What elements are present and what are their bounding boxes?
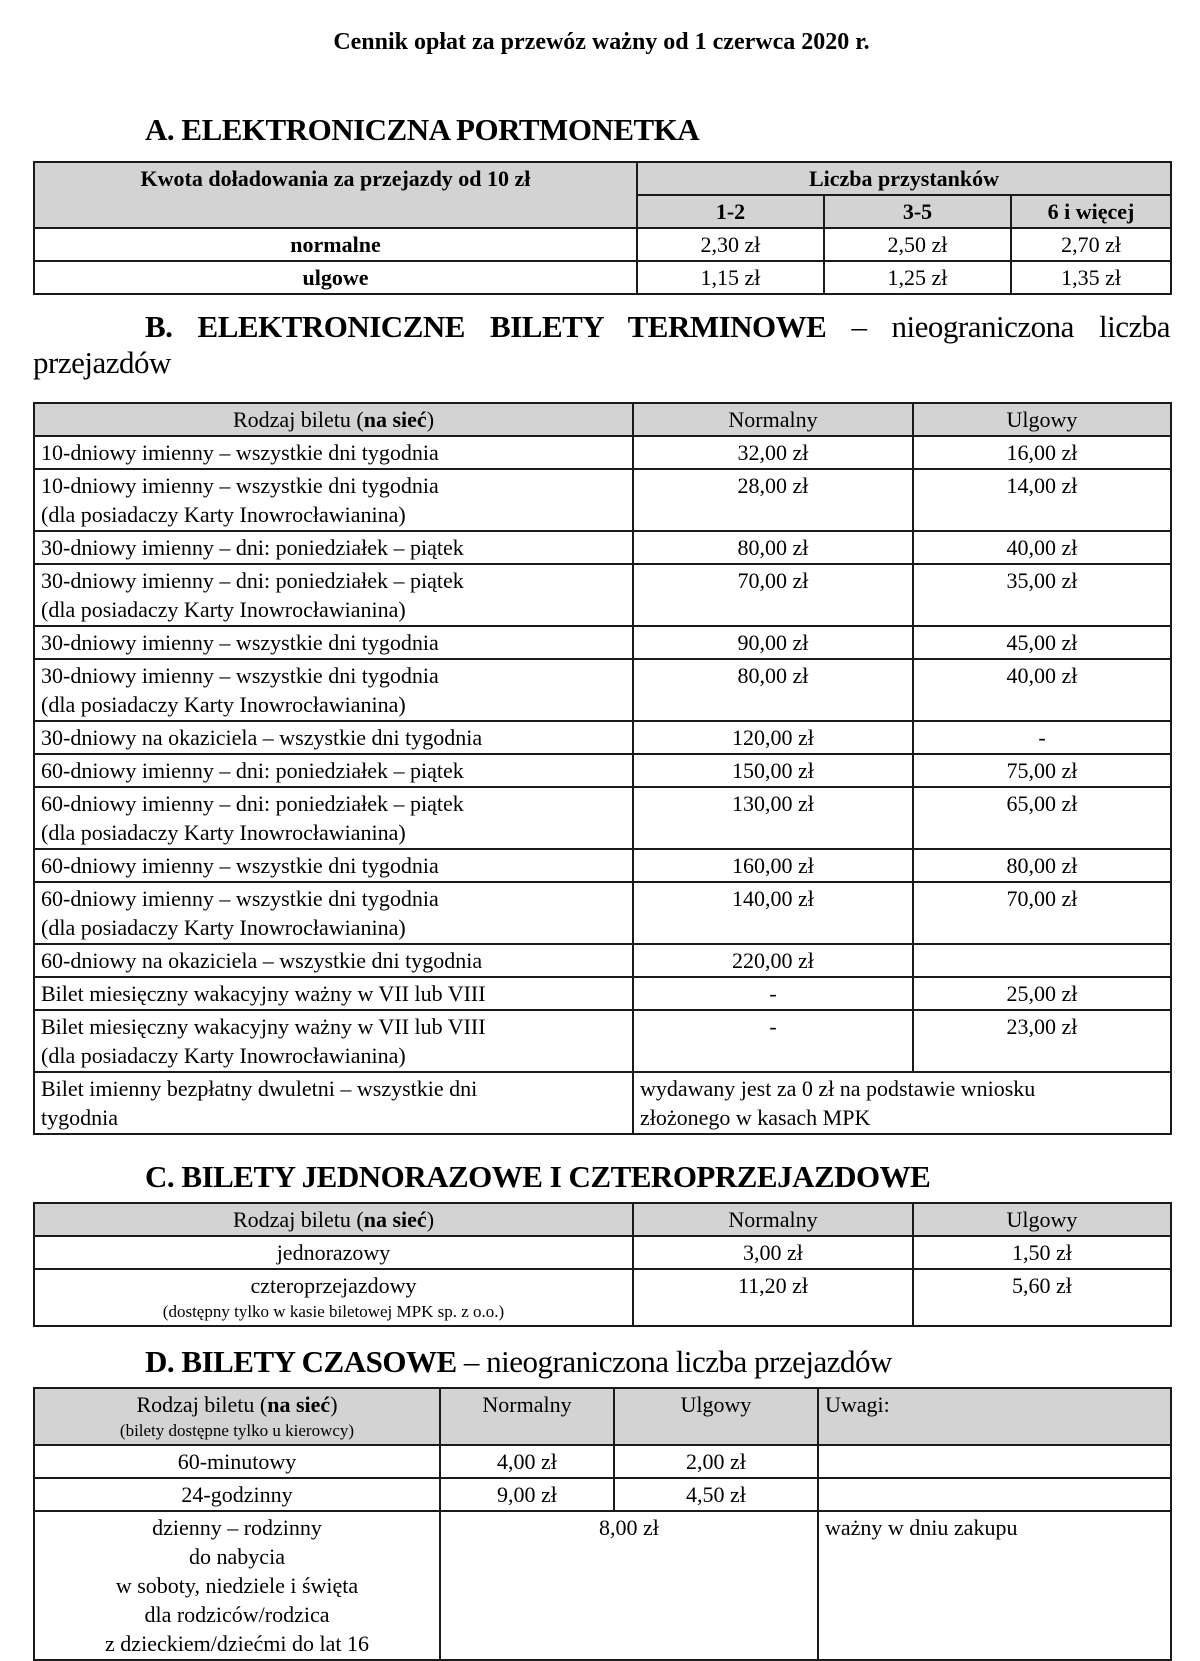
- col-header-ticket-type-sub: (bilety dostępne tylko u kierowcy): [119, 1421, 355, 1440]
- table-row: [34, 944, 1171, 977]
- price-normal-cell: 150,00 zł: [633, 754, 913, 787]
- table-row: [34, 659, 1171, 721]
- col-header-ticket-type: Rodzaj biletu (na sieć) (bilety dostępne tylko u kierowcy): [34, 1388, 440, 1445]
- price-cell: 2,70 zł: [1011, 228, 1171, 261]
- price-reduced-cell: 5,60 zł: [913, 1269, 1171, 1326]
- ticket-type-cell: 60-minutowy: [34, 1445, 440, 1478]
- price-normal-cell: 90,00 zł: [633, 626, 913, 659]
- col-header-topup: Kwota doładowania za przejazdy od 10 zł: [34, 162, 637, 228]
- table-row: [34, 1010, 1171, 1072]
- notes-cell: [818, 1478, 1171, 1511]
- price-cell: 1,25 zł: [824, 261, 1011, 294]
- col-header-normal: Normalny: [440, 1388, 614, 1445]
- price-reduced-cell: 75,00 zł: [913, 754, 1171, 787]
- price-reduced-cell: 1,50 zł: [913, 1236, 1171, 1269]
- section-c-heading: C. BILETY JEDNORAZOWE I CZTEROPRZEJAZDOWE: [145, 1159, 931, 1194]
- price-normal-cell: 3,00 zł: [633, 1236, 913, 1269]
- price-normal-cell: 11,20 zł: [633, 1269, 913, 1326]
- table-row: [34, 626, 1171, 659]
- ticket-type-cell: 60-dniowy imienny – dni: poniedziałek – piątek (dla posiadaczy Karty Inowrocławianina): [34, 787, 633, 849]
- price-merged-cell: 8,00 zł: [440, 1511, 818, 1660]
- page-title: Cennik opłat za przewóz ważny od 1 czerwca 2020 r.: [333, 29, 870, 55]
- col-header-notes: Uwagi:: [818, 1388, 1171, 1445]
- price-reduced-cell: 16,00 zł: [913, 436, 1171, 469]
- price-normal-cell: 120,00 zł: [633, 721, 913, 754]
- table-row: [34, 1511, 1171, 1660]
- table-header-row: [34, 1203, 1171, 1236]
- table-row: [34, 228, 1171, 261]
- ticket-type-cell: 30-dniowy na okaziciela – wszystkie dni tygodnia: [34, 721, 633, 754]
- ticket-type-cell: 10-dniowy imienny – wszystkie dni tygodnia (dla posiadaczy Karty Inowrocławianina): [34, 469, 633, 531]
- ticket-type-cell: 60-dniowy imienny – dni: poniedziałek – piątek: [34, 754, 633, 787]
- price-cell: 2,30 zł: [637, 228, 824, 261]
- table-row: [34, 261, 1171, 294]
- section-a-heading: A. ELEKTRONICZNA PORTMONETKA: [145, 112, 700, 147]
- price-normal-cell: -: [633, 1010, 913, 1072]
- notes-cell: ważny w dniu zakupu: [818, 1511, 1171, 1660]
- price-reduced-cell: 70,00 zł: [913, 882, 1171, 944]
- table-row: [34, 849, 1171, 882]
- section-d-heading-bold: D. BILETY CZASOWE: [145, 1344, 457, 1379]
- free-ticket-note-cell: wydawany jest za 0 zł na podstawie wniosku złożonego w kasach MPK: [633, 1072, 1171, 1134]
- ticket-type-cell: 60-dniowy imienny – wszystkie dni tygodnia: [34, 849, 633, 882]
- ticket-type-cell: 60-dniowy imienny – wszystkie dni tygodnia (dla posiadaczy Karty Inowrocławianina): [34, 882, 633, 944]
- price-normal-cell: 28,00 zł: [633, 469, 913, 531]
- table-row: [34, 436, 1171, 469]
- table-row: [34, 882, 1171, 944]
- table-row: [34, 787, 1171, 849]
- price-reduced-cell: [913, 944, 1171, 977]
- ticket-type-cell: 30-dniowy imienny – dni: poniedziałek – piątek (dla posiadaczy Karty Inowrocławianina): [34, 564, 633, 626]
- price-normal-cell: 160,00 zł: [633, 849, 913, 882]
- single-tickets-table: [33, 1202, 1172, 1327]
- price-normal-cell: 220,00 zł: [633, 944, 913, 977]
- table-header-row: [34, 1388, 1171, 1445]
- price-reduced-cell: 65,00 zł: [913, 787, 1171, 849]
- ticket-type-note: (dostępny tylko w kasie biletowej MPK sp. z o.o.): [162, 1302, 505, 1321]
- table-row: [34, 754, 1171, 787]
- price-reduced-cell: 25,00 zł: [913, 977, 1171, 1010]
- price-cell: 1,35 zł: [1011, 261, 1171, 294]
- ticket-type-cell: jednorazowy: [34, 1236, 633, 1269]
- col-header-normal: Normalny: [633, 1203, 913, 1236]
- price-reduced-cell: 23,00 zł: [913, 1010, 1171, 1072]
- price-normal-cell: 80,00 zł: [633, 659, 913, 721]
- fare-type-cell: ulgowe: [34, 261, 637, 294]
- col-header-normal: Normalny: [633, 403, 913, 436]
- price-normal-cell: 140,00 zł: [633, 882, 913, 944]
- ticket-type-cell: 24-godzinny: [34, 1478, 440, 1511]
- price-reduced-cell: 40,00 zł: [913, 659, 1171, 721]
- ticket-type-cell: 30-dniowy imienny – wszystkie dni tygodnia: [34, 626, 633, 659]
- time-tickets-table: [33, 1387, 1172, 1661]
- price-reduced-cell: 2,00 zł: [614, 1445, 818, 1478]
- ticket-type-cell: Bilet miesięczny wakacyjny ważny w VII lub VIII: [34, 977, 633, 1010]
- table-row: [34, 1269, 1171, 1326]
- section-d-heading: [33, 1344, 1170, 1380]
- price-reduced-cell: 14,00 zł: [913, 469, 1171, 531]
- price-reduced-cell: -: [913, 721, 1171, 754]
- col-header-stops-3-5: 3-5: [824, 195, 1011, 228]
- table-row: [34, 721, 1171, 754]
- ticket-type-cell: czteroprzejazdowy (dostępny tylko w kasie biletowej MPK sp. z o.o.): [34, 1269, 633, 1326]
- section-b-heading: [33, 309, 1170, 345]
- price-reduced-cell: 45,00 zł: [913, 626, 1171, 659]
- price-normal-cell: 70,00 zł: [633, 564, 913, 626]
- term-tickets-table: [33, 402, 1172, 1135]
- price-normal-cell: -: [633, 977, 913, 1010]
- ticket-type-cell: Bilet miesięczny wakacyjny ważny w VII lub VIII (dla posiadaczy Karty Inowrocławianina): [34, 1010, 633, 1072]
- col-header-stops-1-2: 1-2: [637, 195, 824, 228]
- table-header-row: [34, 162, 1171, 195]
- price-normal-cell: 4,00 zł: [440, 1445, 614, 1478]
- price-reduced-cell: 4,50 zł: [614, 1478, 818, 1511]
- price-normal-cell: 9,00 zł: [440, 1478, 614, 1511]
- price-reduced-cell: 80,00 zł: [913, 849, 1171, 882]
- table-row: [34, 469, 1171, 531]
- ticket-type-cell: 30-dniowy imienny – dni: poniedziałek – piątek: [34, 531, 633, 564]
- ticket-type-cell: 60-dniowy na okaziciela – wszystkie dni tygodnia: [34, 944, 633, 977]
- table-row: [34, 1072, 1171, 1134]
- price-normal-cell: 32,00 zł: [633, 436, 913, 469]
- price-cell: 1,15 zł: [637, 261, 824, 294]
- wallet-table: [33, 161, 1172, 295]
- price-normal-cell: 80,00 zł: [633, 531, 913, 564]
- table-row: [34, 1445, 1171, 1478]
- fare-type-cell: normalne: [34, 228, 637, 261]
- section-b-heading-line2: przejazdów: [33, 345, 171, 380]
- ticket-type-cell: dzienny – rodzinny do nabycia w soboty, niedziele i święta dla rodziców/rodzica z dzieckiem/dziećmi do lat 16: [34, 1511, 440, 1660]
- section-d-heading-cont: – nieograniczona liczba przejazdów: [463, 1344, 892, 1379]
- col-header-reduced: Ulgowy: [614, 1388, 818, 1445]
- ticket-type-cell: 30-dniowy imienny – wszystkie dni tygodnia (dla posiadaczy Karty Inowrocławianina): [34, 659, 633, 721]
- ticket-type-cell: Bilet imienny bezpłatny dwuletni – wszystkie dni tygodnia: [34, 1072, 633, 1134]
- section-b-heading-cont: – nieograniczona liczba: [851, 309, 1170, 344]
- col-header-ticket-type: Rodzaj biletu (na sieć): [34, 403, 633, 436]
- ticket-type-cell: 10-dniowy imienny – wszystkie dni tygodnia: [34, 436, 633, 469]
- table-row: [34, 1478, 1171, 1511]
- table-row: [34, 977, 1171, 1010]
- col-header-reduced: Ulgowy: [913, 1203, 1171, 1236]
- section-b-heading-bold: B. ELEKTRONICZNE BILETY TERMINOWE: [145, 309, 827, 344]
- price-normal-cell: 130,00 zł: [633, 787, 913, 849]
- price-reduced-cell: 40,00 zł: [913, 531, 1171, 564]
- col-header-stops-group: Liczba przystanków: [637, 162, 1171, 195]
- table-row: [34, 1236, 1171, 1269]
- col-header-reduced: Ulgowy: [913, 403, 1171, 436]
- notes-cell: [818, 1445, 1171, 1478]
- table-row: [34, 531, 1171, 564]
- price-reduced-cell: 35,00 zł: [913, 564, 1171, 626]
- col-header-ticket-type: Rodzaj biletu (na sieć): [34, 1203, 633, 1236]
- document-page: [33, 0, 1170, 1661]
- price-cell: 2,50 zł: [824, 228, 1011, 261]
- table-header-row: [34, 403, 1171, 436]
- table-row: [34, 564, 1171, 626]
- col-header-stops-6plus: 6 i więcej: [1011, 195, 1171, 228]
